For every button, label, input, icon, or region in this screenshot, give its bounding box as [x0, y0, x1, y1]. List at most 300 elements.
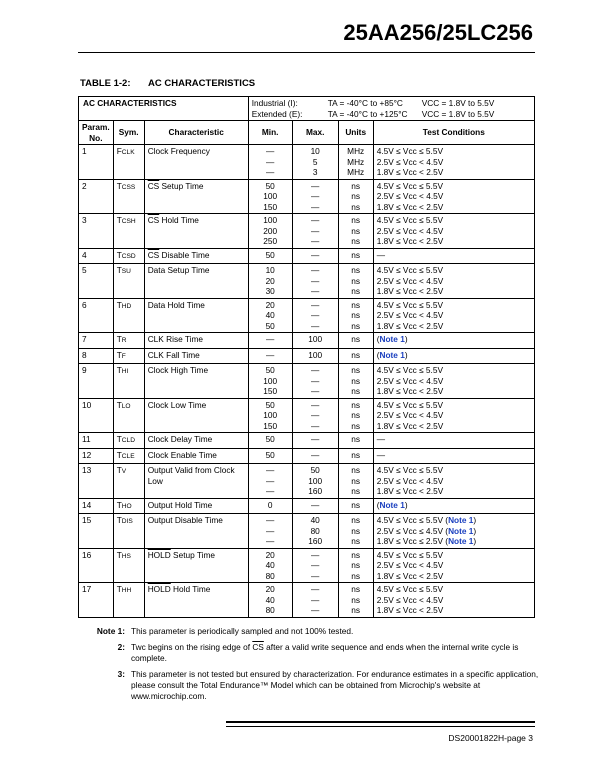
- param-number: 3: [79, 214, 114, 249]
- table-row: [79, 264, 535, 299]
- min-line: 20: [265, 549, 275, 560]
- units-line: MHz: [347, 146, 365, 156]
- test-conditions: [373, 548, 534, 583]
- note-text: This parameter is not tested but ensured by characterization. For endurance estimates in a specific application, please consult the Total Endurance™ Model which can be obtained from Microchip's website at www.microchip.com.: [131, 669, 539, 701]
- notes-section: [80, 626, 540, 707]
- test-conditions: [373, 333, 534, 349]
- units: [338, 498, 373, 514]
- test-conditions: [373, 583, 534, 618]
- min-line: 50: [265, 399, 275, 410]
- min-line: —: [266, 525, 275, 536]
- condition-text: 1.8V ≤ Vcc ≤ 2.5V: [376, 536, 446, 546]
- condition-line: [377, 571, 531, 582]
- symbol-subscript: LO: [121, 402, 131, 410]
- table-row: [79, 145, 535, 180]
- condition-vcc: VCC = 1.8V to 5.5V: [421, 108, 495, 119]
- min-value: [248, 498, 292, 514]
- symbol-subscript: HO: [121, 502, 132, 510]
- column-header-max: Max.: [292, 121, 338, 145]
- max-value: [292, 514, 338, 549]
- characteristic-text: Data Setup Time: [147, 265, 210, 275]
- condition-range: Industrial (I):: [251, 98, 298, 108]
- units-line: ns: [351, 449, 361, 460]
- max-value: [292, 448, 338, 464]
- symbol: [113, 348, 144, 364]
- max-line: —: [311, 201, 320, 212]
- condition-line: [377, 265, 531, 276]
- test-conditions: [373, 498, 534, 514]
- units-line: ns: [351, 180, 361, 191]
- max-line: —: [311, 584, 320, 594]
- characteristic-text: Clock High Time: [147, 365, 209, 375]
- characteristic: [144, 364, 248, 399]
- min-value: [248, 364, 292, 399]
- param-number: 11: [79, 433, 114, 449]
- symbol: [113, 298, 144, 333]
- param-number: 10: [79, 398, 114, 433]
- characteristic: [144, 214, 248, 249]
- units-line: ns: [351, 201, 361, 212]
- min-line: 50: [265, 320, 275, 331]
- table-row: [79, 179, 535, 214]
- condition-text: 1.8V ≤ Vcc < 2.5V: [376, 201, 444, 212]
- condition-line: [377, 465, 531, 476]
- table-row: [79, 348, 535, 364]
- param-number: 2: [79, 179, 114, 214]
- note-reference-link[interactable]: Note 1: [448, 515, 474, 525]
- condition-text: 4.5V ≤ Vcc ≤ 5.5V: [376, 465, 443, 475]
- min-line: 20: [265, 584, 275, 594]
- table-caption: [80, 78, 255, 89]
- header-rule: [78, 52, 535, 53]
- param-number: 15: [79, 514, 114, 549]
- units: [338, 448, 373, 464]
- units-line: ns: [351, 375, 361, 386]
- symbol: [113, 214, 144, 249]
- condition-text: —: [376, 249, 385, 260]
- min-line: 200: [263, 225, 278, 236]
- min-line: 150: [263, 420, 278, 431]
- condition-text: 1.8V ≤ Vcc < 2.5V: [376, 420, 444, 431]
- test-conditions: [373, 248, 534, 264]
- min-line: —: [266, 156, 275, 167]
- units: [338, 514, 373, 549]
- min-line: 40: [265, 594, 275, 605]
- symbol: [113, 248, 144, 264]
- note-reference-link[interactable]: Note 1: [379, 349, 405, 360]
- condition-line: [377, 450, 531, 461]
- characteristic-text: Hold Time: [159, 215, 199, 225]
- units: [338, 298, 373, 333]
- characteristic-text: CLK Rise Time: [147, 334, 204, 344]
- note-reference-link[interactable]: Note 1: [379, 499, 405, 510]
- condition-line: 1.8V ≤ Vcc ≤ 2.5V (Note 1): [376, 536, 477, 546]
- max-value: [292, 264, 338, 299]
- characteristic: [144, 398, 248, 433]
- min-line: 40: [265, 310, 275, 320]
- symbol: [113, 433, 144, 449]
- condition-text: 4.5V ≤ Vcc ≤ 5.5V: [376, 399, 443, 410]
- condition-text: 2.5V ≤ Vcc < 4.5V: [376, 191, 444, 201]
- units-line: ns: [351, 386, 361, 396]
- max-line: —: [311, 275, 320, 286]
- units-line: ns: [351, 434, 361, 444]
- param-number: 16: [79, 548, 114, 583]
- table-row: [79, 548, 535, 583]
- units-line: ns: [351, 584, 361, 594]
- min-line: 100: [263, 410, 278, 420]
- condition-line: [377, 181, 531, 192]
- condition-text: 1.8V ≤ Vcc < 2.5V: [376, 570, 444, 581]
- min-line: 50: [265, 249, 275, 260]
- characteristic-text: Clock Delay Time: [147, 434, 213, 444]
- param-number: 12: [79, 448, 114, 464]
- max-line: —: [311, 286, 320, 296]
- note-reference-link[interactable]: Note 1: [448, 525, 474, 536]
- footer-rule-thin: [226, 726, 535, 727]
- param-number: 13: [79, 464, 114, 499]
- max-line: —: [311, 225, 320, 236]
- characteristic-overline: HOLD: [147, 584, 171, 594]
- condition-text: 1.8V ≤ Vcc < 2.5V: [376, 605, 444, 615]
- column-header-units: Units: [338, 121, 373, 145]
- symbol-subscript: HD: [121, 302, 132, 310]
- min-value: [248, 464, 292, 499]
- condition-line: (Note 1): [376, 499, 408, 510]
- column-header-characteristic: Characteristic: [144, 121, 248, 145]
- max-line: 50: [310, 465, 320, 475]
- min-line: 100: [263, 375, 278, 386]
- table-row: [79, 448, 535, 464]
- min-value: [248, 448, 292, 464]
- max-line: 40: [310, 515, 320, 525]
- condition-text: 1.8V ≤ Vcc < 2.5V: [376, 286, 444, 296]
- max-line: —: [311, 410, 320, 420]
- units-line: ns: [351, 249, 361, 260]
- max-line: 3: [312, 167, 318, 177]
- characteristic-text: Hold Time: [170, 584, 211, 594]
- min-line: —: [266, 486, 275, 496]
- min-value: [248, 348, 292, 364]
- characteristic: [144, 548, 248, 583]
- test-conditions: [373, 214, 534, 249]
- note-text-post: after a valid write sequence and ends when the internal write cycle is complete.: [131, 642, 519, 663]
- min-line: 20: [265, 299, 275, 310]
- units-line: ns: [351, 349, 361, 360]
- table-caption-number: TABLE 1-2:: [80, 78, 131, 89]
- units: [338, 264, 373, 299]
- condition-text: 4.5V ≤ Vcc ≤ 5.5V: [376, 584, 443, 594]
- max-line: —: [311, 310, 320, 320]
- condition-text: 1.8V ≤ Vcc < 2.5V: [376, 386, 444, 396]
- units: [338, 433, 373, 449]
- symbol-subscript: CLE: [121, 452, 135, 460]
- symbol: [113, 514, 144, 549]
- units-line: ns: [351, 475, 361, 486]
- max-line: —: [311, 320, 320, 331]
- symbol: [113, 498, 144, 514]
- characteristic-overline: HOLD: [147, 549, 171, 560]
- symbol-letter: T: [116, 215, 122, 225]
- condition-line: [377, 550, 531, 561]
- min-line: —: [266, 536, 275, 546]
- units-line: ns: [351, 560, 361, 570]
- table-header-conditions-row: [79, 97, 535, 121]
- units: [338, 548, 373, 583]
- min-value: [248, 548, 292, 583]
- table-row: [79, 248, 535, 264]
- test-conditions: [373, 514, 534, 549]
- table-row: [79, 498, 535, 514]
- max-line: 160: [308, 536, 323, 546]
- condition-text: 4.5V ≤ Vcc ≤ 5.5V: [376, 549, 443, 560]
- units-line: ns: [351, 310, 361, 320]
- condition-line: 4.5V ≤ Vcc ≤ 5.5V (Note 1): [376, 515, 477, 525]
- symbol-letter: T: [116, 349, 122, 360]
- page-number: DS20001822H-page 3: [448, 733, 533, 743]
- symbol: [113, 464, 144, 499]
- table-row: [79, 398, 535, 433]
- condition-text: 1.8V ≤ Vcc < 2.5V: [376, 236, 444, 246]
- param-number: 4: [79, 248, 114, 264]
- units: [338, 179, 373, 214]
- test-conditions: [373, 464, 534, 499]
- min-value: [248, 514, 292, 549]
- condition-line: [377, 191, 531, 202]
- min-line: 50: [265, 449, 275, 460]
- min-line: 80: [265, 570, 275, 581]
- condition-text: 2.5V ≤ Vcc < 4.5V: [376, 310, 444, 320]
- symbol: [113, 448, 144, 464]
- units-line: ns: [351, 536, 361, 546]
- symbol-subscript: CSH: [121, 218, 136, 225]
- table-row: [79, 464, 535, 499]
- param-number: 14: [79, 498, 114, 514]
- min-line: 30: [265, 286, 275, 296]
- min-value: [248, 214, 292, 249]
- symbol-letter: T: [116, 434, 122, 444]
- max-value: [292, 464, 338, 499]
- table-row: [79, 364, 535, 399]
- note-3: [80, 669, 540, 702]
- param-number: 6: [79, 298, 114, 333]
- condition-line: [377, 400, 531, 411]
- condition-text: 1.8V ≤ Vcc < 2.5V: [376, 167, 444, 177]
- condition-line: [377, 202, 531, 213]
- characteristic: [144, 433, 248, 449]
- units: [338, 464, 373, 499]
- units-line: ns: [351, 549, 361, 560]
- characteristic: [144, 464, 248, 499]
- symbol-subscript: HS: [121, 552, 131, 560]
- column-header-test-conditions: Test Conditions: [373, 121, 534, 145]
- condition-line: [377, 421, 531, 432]
- max-line: —: [311, 365, 320, 375]
- max-line: —: [311, 420, 320, 431]
- note-1: [80, 626, 540, 637]
- symbol-letter: F: [116, 146, 122, 156]
- units: [338, 145, 373, 180]
- condition-line: [377, 276, 531, 287]
- characteristic: [144, 514, 248, 549]
- symbol: [113, 333, 144, 349]
- units-line: ns: [351, 191, 361, 201]
- min-line: 0: [267, 499, 273, 510]
- note-text-pre: Twc begins on the rising edge of: [131, 642, 253, 652]
- note-text: This parameter is periodically sampled and not 100% tested.: [131, 626, 354, 636]
- units-line: ns: [351, 594, 361, 605]
- condition-text: 2.5V ≤ Vcc < 4.5V: [376, 156, 444, 167]
- test-conditions: [373, 264, 534, 299]
- condition-text: 4.5V ≤ Vcc ≤ 5.5V: [376, 299, 443, 310]
- max-value: [292, 433, 338, 449]
- characteristic-text: Clock Frequency: [147, 146, 210, 156]
- min-line: 50: [265, 180, 275, 191]
- max-value: [292, 498, 338, 514]
- min-line: 100: [263, 215, 278, 225]
- min-line: 40: [265, 560, 275, 570]
- units: [338, 348, 373, 364]
- ac-characteristics-table: [78, 96, 535, 618]
- max-line: 100: [308, 334, 323, 344]
- note-reference-link[interactable]: Note 1: [379, 334, 405, 344]
- characteristic: [144, 298, 248, 333]
- condition-line: [377, 595, 531, 606]
- note-label: Note 1:: [96, 626, 125, 636]
- min-line: —: [266, 475, 275, 486]
- condition-line: [377, 236, 531, 247]
- units-line: ns: [351, 486, 361, 496]
- note-label: 3:: [117, 669, 125, 679]
- condition-text: 2.5V ≤ Vcc < 4.5V: [376, 410, 444, 420]
- test-conditions: [373, 398, 534, 433]
- max-value: [292, 298, 338, 333]
- symbol-letter: T: [116, 299, 122, 310]
- characteristic: [144, 498, 248, 514]
- condition-line: [377, 410, 531, 421]
- condition-line: [377, 365, 531, 376]
- table-caption-title: AC CHARACTERISTICS: [148, 78, 256, 89]
- symbol-letter: T: [116, 180, 122, 191]
- min-line: —: [266, 465, 275, 475]
- min-line: 250: [263, 236, 278, 246]
- condition-text: 2.5V ≤ Vcc < 4.5V: [376, 375, 444, 386]
- condition-line: [377, 167, 531, 178]
- condition-text: 2.5V ≤ Vcc ≤ 4.5V: [376, 525, 446, 536]
- characteristic: [144, 248, 248, 264]
- units-line: ns: [351, 236, 361, 246]
- units-line: ns: [351, 215, 361, 225]
- min-value: [248, 433, 292, 449]
- table-row: [79, 514, 535, 549]
- symbol-letter: T: [116, 365, 122, 375]
- condition-ta: TA = -40°C to +85°C: [327, 98, 403, 108]
- symbol: [113, 364, 144, 399]
- max-line: —: [311, 605, 320, 615]
- symbol-letter: T: [116, 515, 122, 525]
- note-2: [80, 642, 540, 664]
- units-line: ns: [351, 334, 361, 344]
- units-line: ns: [351, 525, 361, 536]
- characteristic-text: Disable Time: [159, 249, 210, 260]
- characteristic-text: Setup Time: [159, 180, 204, 191]
- units-line: ns: [351, 275, 361, 286]
- symbol-subscript: CLD: [121, 437, 135, 444]
- condition-text: 4.5V ≤ Vcc ≤ 5.5V: [376, 265, 443, 275]
- min-line: 50: [265, 365, 275, 375]
- characteristic: [144, 348, 248, 364]
- symbol-letter: T: [116, 334, 122, 344]
- min-line: 80: [265, 605, 275, 615]
- units-line: MHz: [347, 167, 365, 177]
- condition-text: 4.5V ≤ Vcc ≤ 5.5V: [376, 515, 446, 525]
- section-label: AC CHARACTERISTICS: [79, 97, 249, 121]
- test-conditions: [373, 448, 534, 464]
- max-line: 100: [308, 475, 323, 486]
- param-number: 17: [79, 583, 114, 618]
- condition-line: [377, 584, 531, 595]
- symbol: [113, 583, 144, 618]
- condition-line: [377, 386, 531, 397]
- units-line: ns: [351, 410, 361, 420]
- symbol: [113, 398, 144, 433]
- min-line: —: [266, 334, 275, 344]
- note-reference-link[interactable]: Note 1: [448, 536, 474, 546]
- condition-ta: TA = -40°C to +125°C: [327, 108, 408, 119]
- condition-line: [377, 376, 531, 387]
- min-line: 150: [263, 386, 278, 396]
- condition-line: [377, 486, 531, 497]
- units: [338, 398, 373, 433]
- max-value: [292, 364, 338, 399]
- min-line: 20: [265, 275, 275, 286]
- condition-line: [377, 300, 531, 311]
- characteristic: [144, 448, 248, 464]
- min-value: [248, 398, 292, 433]
- units-line: ns: [351, 365, 361, 375]
- symbol-letter: T: [116, 499, 122, 510]
- condition-line: [377, 560, 531, 571]
- symbol-subscript: SU: [121, 268, 131, 275]
- condition-text: 2.5V ≤ Vcc < 4.5V: [376, 475, 444, 486]
- condition-line: (Note 1): [376, 334, 408, 344]
- footer-rule: [226, 721, 535, 723]
- units-line: ns: [351, 420, 361, 431]
- symbol-subscript: HH: [121, 587, 132, 594]
- characteristic: [144, 333, 248, 349]
- condition-line: [377, 286, 531, 297]
- max-line: —: [311, 594, 320, 605]
- units-line: ns: [351, 499, 361, 510]
- symbol-subscript: CSS: [121, 183, 136, 191]
- symbol: [113, 179, 144, 214]
- units-line: ns: [351, 265, 361, 275]
- condition-text: 4.5V ≤ Vcc ≤ 5.5V: [376, 146, 443, 156]
- symbol-letter: T: [116, 449, 122, 460]
- max-line: —: [311, 249, 320, 260]
- max-value: [292, 145, 338, 180]
- characteristic-overline: $\overline{CS}$: [147, 215, 160, 225]
- max-line: —: [311, 299, 320, 310]
- max-value: [292, 548, 338, 583]
- max-line: 100: [308, 349, 323, 360]
- units-line: ns: [351, 320, 361, 331]
- characteristic: [144, 145, 248, 180]
- symbol-subscript: R: [121, 337, 127, 344]
- condition-line: [377, 321, 531, 332]
- max-value: [292, 214, 338, 249]
- condition-line: [377, 226, 531, 237]
